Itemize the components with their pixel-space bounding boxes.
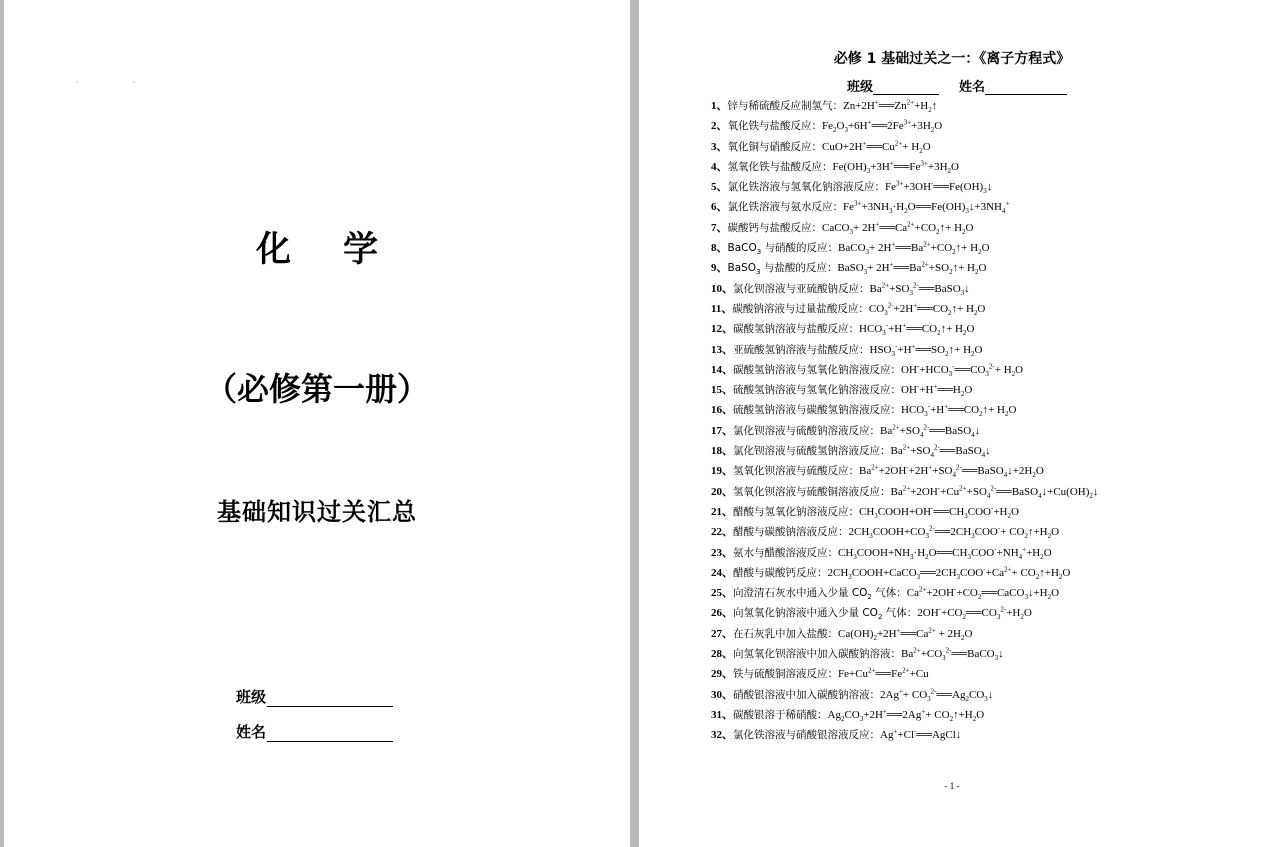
ionic-equation: $Fe^{3+}+3OH^-══Fe(OH)_3↓$ [885,179,993,196]
ionic-equation: $Zn+2H^+══Zn^{2+}+H_2↑$ [843,98,938,115]
reaction-description: 亚硫酸氢钠溶液与盐酸反应： [733,343,870,356]
ionic-equation: $HCO_3^-+H^+══CO_2↑+ H_2O$ [901,402,1017,419]
doc-name-line [985,81,1067,95]
ionic-equation: BaSO$_3$+ $2H^+══Ba^{2+}+SO_2↑+ H_2O$ [837,260,987,277]
equation-item [711,238,1251,258]
equation-item [711,96,1251,116]
cover-class-line [267,692,393,707]
equation-item [711,380,1251,400]
ionic-equation: $HSO_3^-+H^+══SO_2↑+ H_2O$ [869,341,983,358]
equation-number: 1、 [711,100,728,112]
doc-class-line [873,81,939,95]
equation-item [711,197,1251,217]
content-page [639,0,1265,847]
ionic-equation: $CuO+2H^+══Cu^{2+}+ H_2O$ [822,138,931,155]
cover-page [4,0,630,847]
reaction-description: 向氢氧化钡溶液中加入碳酸钠溶液： [733,648,901,661]
equation-item [711,157,1251,177]
equation-number: 23、 [711,546,733,559]
cover-class-field [236,686,393,707]
cover-dots: · · [76,78,162,87]
equation-number: 10、 [711,282,733,295]
reaction-description: 铁与硫酸铜溶液反应： [733,668,838,681]
equation-item [711,583,1251,603]
cover-heading: 基础知识过关汇总 [217,498,417,526]
cover-name-line [267,727,393,742]
reaction-description: 锌与稀硫酸反应制氢气： [727,100,843,112]
equation-item [711,685,1251,705]
ionic-equation: $Ba^{2+}+SO_3^{2-}══BaSO_3↓$ [869,281,970,297]
equation-item [711,705,1251,725]
reaction-description: 在石灰乳中加入盐酸： [733,627,838,640]
reaction-description: 氧化铁与盐酸反应： [727,120,822,133]
equation-number: 28、 [711,648,733,661]
ionic-equation: $Ba^{2+}+SO_4^{2-}══BaSO_4↓$ [880,423,981,439]
ionic-equation: $OH^-+HCO_3^-══CO_3^{2-}+ H_2O$ [901,362,1024,379]
ionic-equation: $2OH^-+CO_2══CO_3^{2-}+H_2O$ [917,605,1032,622]
equation-number: 2、 [711,120,728,133]
equation-item [711,461,1251,481]
reaction-description: 碳酸氢钠溶液与氢氧化钠溶液反应： [733,363,901,376]
equation-number: 7、 [711,221,728,234]
ionic-equation: $Ca(OH)_2+2H^+══Ca^{2+} + 2H_2O$ [838,626,973,642]
equation-number: 4、 [711,160,728,173]
cover-title-char-2: 学 [343,230,379,270]
reaction-description: 氢氧化钡溶液与硫酸反应： [733,465,859,478]
equation-item [711,664,1251,684]
ionic-equation: $Fe^{3+}+3NH_3\cdot H_2O══Fe(OH)_3↓+3NH_4^+$ [843,199,1010,216]
equation-item [711,360,1251,380]
equation-number: 20、 [711,485,733,498]
reaction-description: 氯化钡溶液与硫酸氢钠溶液反应： [733,445,891,458]
equation-number: 6、 [711,201,728,214]
equation-list [711,96,1251,746]
reaction-description: 向氢氧化钠溶液中通入少量 $CO_2$ 气体： [733,607,918,622]
reaction-description: 向澄清石灰水中通入少量 $CO_2$ 气体： [733,587,907,602]
ionic-equation: $Ba^{2+}+2OH^-+Cu^{2+}+SO_4^{2-}══BaSO_4↓+Cu(OH)_2↓$ [890,483,1099,500]
equation-item [711,340,1251,360]
reaction-description: 醋酸与碳酸钠溶液反应： [733,526,849,539]
equation-number: 14、 [711,363,733,376]
equation-item [711,279,1251,299]
ionic-equation: $2Ag^++ CO_3^{2-}══Ag_2CO_3↓$ [880,686,994,703]
ionic-equation: $CH_3COOH+NH_3\cdot H_2O══CH_3COO^-+NH_4^++H_2O$ [838,544,1052,561]
equation-item [711,177,1251,197]
cover-name-field [236,721,393,742]
ionic-equation: $Ba^{2+}+2OH^-+2H^++SO_4^{2-}══BaSO_4↓+2H_2O$ [859,463,1044,480]
equation-number: 19、 [711,465,733,478]
page-number: - 1 - [944,781,960,791]
ionic-equation: $Fe(OH)_3+3H^+══Fe^{3+}+3H_2O$ [832,159,959,176]
ionic-equation: $2CH_3COOH+CaCO_3══2CH_3COO^-+Ca^{2+}+$ $CO_2↑+H_2O$ [827,565,1071,582]
reaction-description: 硝酸银溶液中加入碳酸钠溶液： [733,688,880,701]
ionic-equation: Ag++Cl-══AgCl↓ [880,727,962,742]
equation-number: 18、 [711,445,733,458]
ionic-equation: $CH_3COOH+OH^-══CH_3COO^-+H_2O$ [859,504,1019,521]
cover-title-char-1: 化 [255,230,291,270]
equation-item [711,502,1251,522]
cover-subtitle: （必修第一册） [204,370,429,408]
doc-name-label: 姓名 [959,80,986,95]
equation-number: 22、 [711,526,733,539]
ionic-equation: CaCO$_3$+ $2H^+══Ca^{2+}+CO_2↑+ H_2O$ [822,220,974,236]
ionic-equation: $Ba^{2+}+CO_3^{2-}══BaCO_3↓$ [901,646,1004,663]
equation-item [711,218,1251,238]
equation-number: 11、 [711,302,733,315]
equation-item [711,258,1251,278]
ionic-equation: $2CH_3COOH+CO_3^{2-}══2CH_3COO^-+$ $CO_2↑+H_2O$ [848,524,1060,541]
equation-item [711,603,1251,623]
equation-number: 24、 [711,566,733,579]
reaction-description: BaSO$_3$ 与盐酸的反应： [727,262,838,277]
reaction-description: 氢氧化铁与盐酸反应： [727,160,833,173]
reaction-description: 醋酸与碳酸钙反应： [733,566,828,579]
reaction-description: 碳酸银溶于稀硝酸： [733,708,828,721]
equation-number: 9、 [711,262,728,275]
equation-number: 3、 [711,140,728,153]
reaction-description: 氯化铁溶液与氢氧化钠溶液反应： [727,181,885,194]
ionic-equation: $Ag_2CO_3+2H^+══2Ag^++$ $CO_2↑+H_2O$ [827,707,985,724]
equation-item [711,421,1251,441]
doc-title: 必修 1 基础过关之一：《离子方程式》 [833,51,1071,67]
ionic-equation: BaCO$_3$+ $2H^+══Ba^{2+}+CO_2↑+ H_2O$ [838,240,990,257]
equation-item [711,441,1251,461]
equation-number: 25、 [711,587,733,600]
equation-item [711,725,1251,745]
ionic-equation: $OH^-+H^+══H_2O$ [901,382,973,399]
reaction-description: 碳酸氢钠溶液与盐酸反应： [733,323,859,336]
reaction-description: BaCO$_3$ 与硝酸的反应： [727,242,839,257]
reaction-description: 氯化铁溶液与硝酸银溶液反应： [733,729,880,742]
ionic-equation: $Ba^{2+}+SO_4^{2-}══BaSO_4↓$ [890,443,991,460]
doc-class-label: 班级 [847,80,874,95]
equation-number: 30、 [711,688,733,701]
equation-number: 5、 [711,181,728,194]
equation-item [711,624,1251,644]
equation-item [711,116,1251,136]
ionic-equation: $Ca^{2+}+2OH^-+CO_2══CaCO_3↓+H_2O$ [906,585,1060,602]
equation-item [711,482,1251,502]
equation-number: 15、 [711,384,733,397]
equation-item [711,644,1251,664]
equation-number: 31、 [711,708,733,721]
ionic-equation: $CO_3^{2-}+2H^+══CO_2↑+ H_2O$ [868,301,986,318]
reaction-description: 硫酸氢钠溶液与氢氧化钠溶液反应： [733,384,901,397]
reaction-description: 碳酸钠溶液与过量盐酸反应： [732,302,869,315]
equation-item [711,400,1251,420]
cover-name-label: 姓名 [236,723,267,741]
equation-item [711,563,1251,583]
reaction-description: 碳酸钙与盐酸反应： [727,221,822,234]
equation-item [711,543,1251,563]
cover-class-label: 班级 [236,688,267,706]
equation-number: 13、 [711,343,733,356]
equation-item [711,522,1251,542]
reaction-description: 氯化钡溶液与硫酸钠溶液反应： [733,424,880,437]
reaction-description: 氨水与醋酸溶液反应： [733,546,838,559]
ionic-equation: $HCO_3^-+H^+══CO_2↑+ H_2O$ [859,321,975,338]
equation-number: 32、 [711,729,733,742]
reaction-description: 硫酸氢钠溶液与碳酸氢钠溶液反应： [733,404,901,417]
equation-number: 29、 [711,668,733,681]
reaction-description: 氯化钡溶液与亚硫酸钠反应： [733,282,870,295]
doc-fields [847,76,1067,95]
reaction-description: 醋酸与氢氧化钠溶液反应： [733,505,859,518]
reaction-description: 氧化铜与硝酸反应： [727,140,822,153]
equation-item [711,137,1251,157]
equation-item [711,319,1251,339]
equation-number: 16、 [711,404,733,417]
equation-item [711,299,1251,319]
ionic-equation: $Fe+Cu^{2+}══Fe^{2+}+Cu$ [838,666,929,681]
equation-number: 21、 [711,505,733,518]
equation-number: 17、 [711,424,733,437]
equation-number: 26、 [711,607,733,620]
reaction-description: 氯化铁溶液与氨水反应： [727,201,843,214]
equation-number: 27、 [711,627,733,640]
equation-number: 12、 [711,323,733,336]
cover-title [4,222,630,272]
equation-number: 8、 [711,242,728,255]
reaction-description: 氢氧化钡溶液与硫酸铜溶液反应： [733,485,891,498]
ionic-equation: $Fe_2O_3+6H^+══2Fe^{3+}+3H_2O$ [822,118,943,135]
